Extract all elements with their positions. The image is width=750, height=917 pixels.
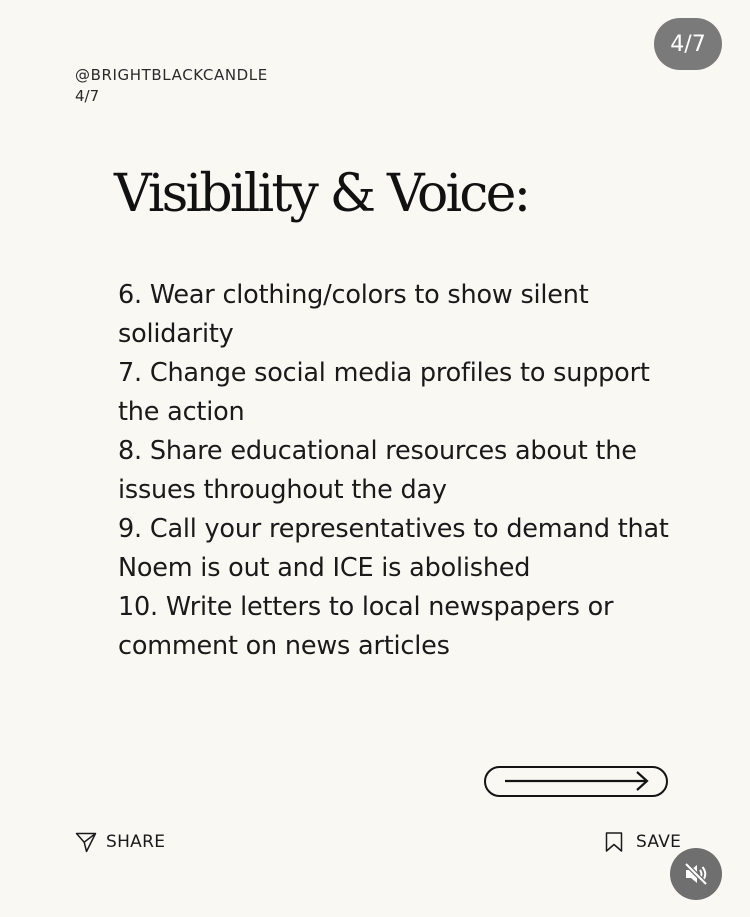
account-handle[interactable]: @BRIGHTBLACKCANDLE [75, 66, 268, 84]
slide-number: 4/7 [75, 87, 100, 105]
list-item: 9. Call your representatives to demand that Noem is out and ICE is abolished [118, 514, 669, 583]
share-label: SHARE [106, 832, 166, 852]
send-icon [75, 831, 97, 853]
list-item: 7. Change social media profiles to support the action [118, 358, 650, 427]
action-list [118, 276, 678, 666]
list-item: 6. Wear clothing/colors to show silent solidarity [118, 280, 589, 349]
save-button[interactable] [605, 831, 681, 853]
save-label: SAVE [636, 832, 682, 852]
arrow-right-icon [486, 768, 665, 794]
next-slide-button[interactable] [484, 766, 668, 797]
share-button[interactable] [75, 831, 165, 853]
list-item: 10. Write letters to local newspapers or comment on news articles [118, 592, 614, 661]
bookmark-icon [605, 831, 623, 853]
slide-counter-badge: 4/7 [654, 18, 722, 70]
mute-button[interactable] [670, 848, 722, 900]
list-item: 8. Share educational resources about the issues throughout the day [118, 436, 637, 505]
speaker-muted-icon [682, 860, 710, 888]
slide-title: Visibility & Voice: [114, 164, 529, 224]
